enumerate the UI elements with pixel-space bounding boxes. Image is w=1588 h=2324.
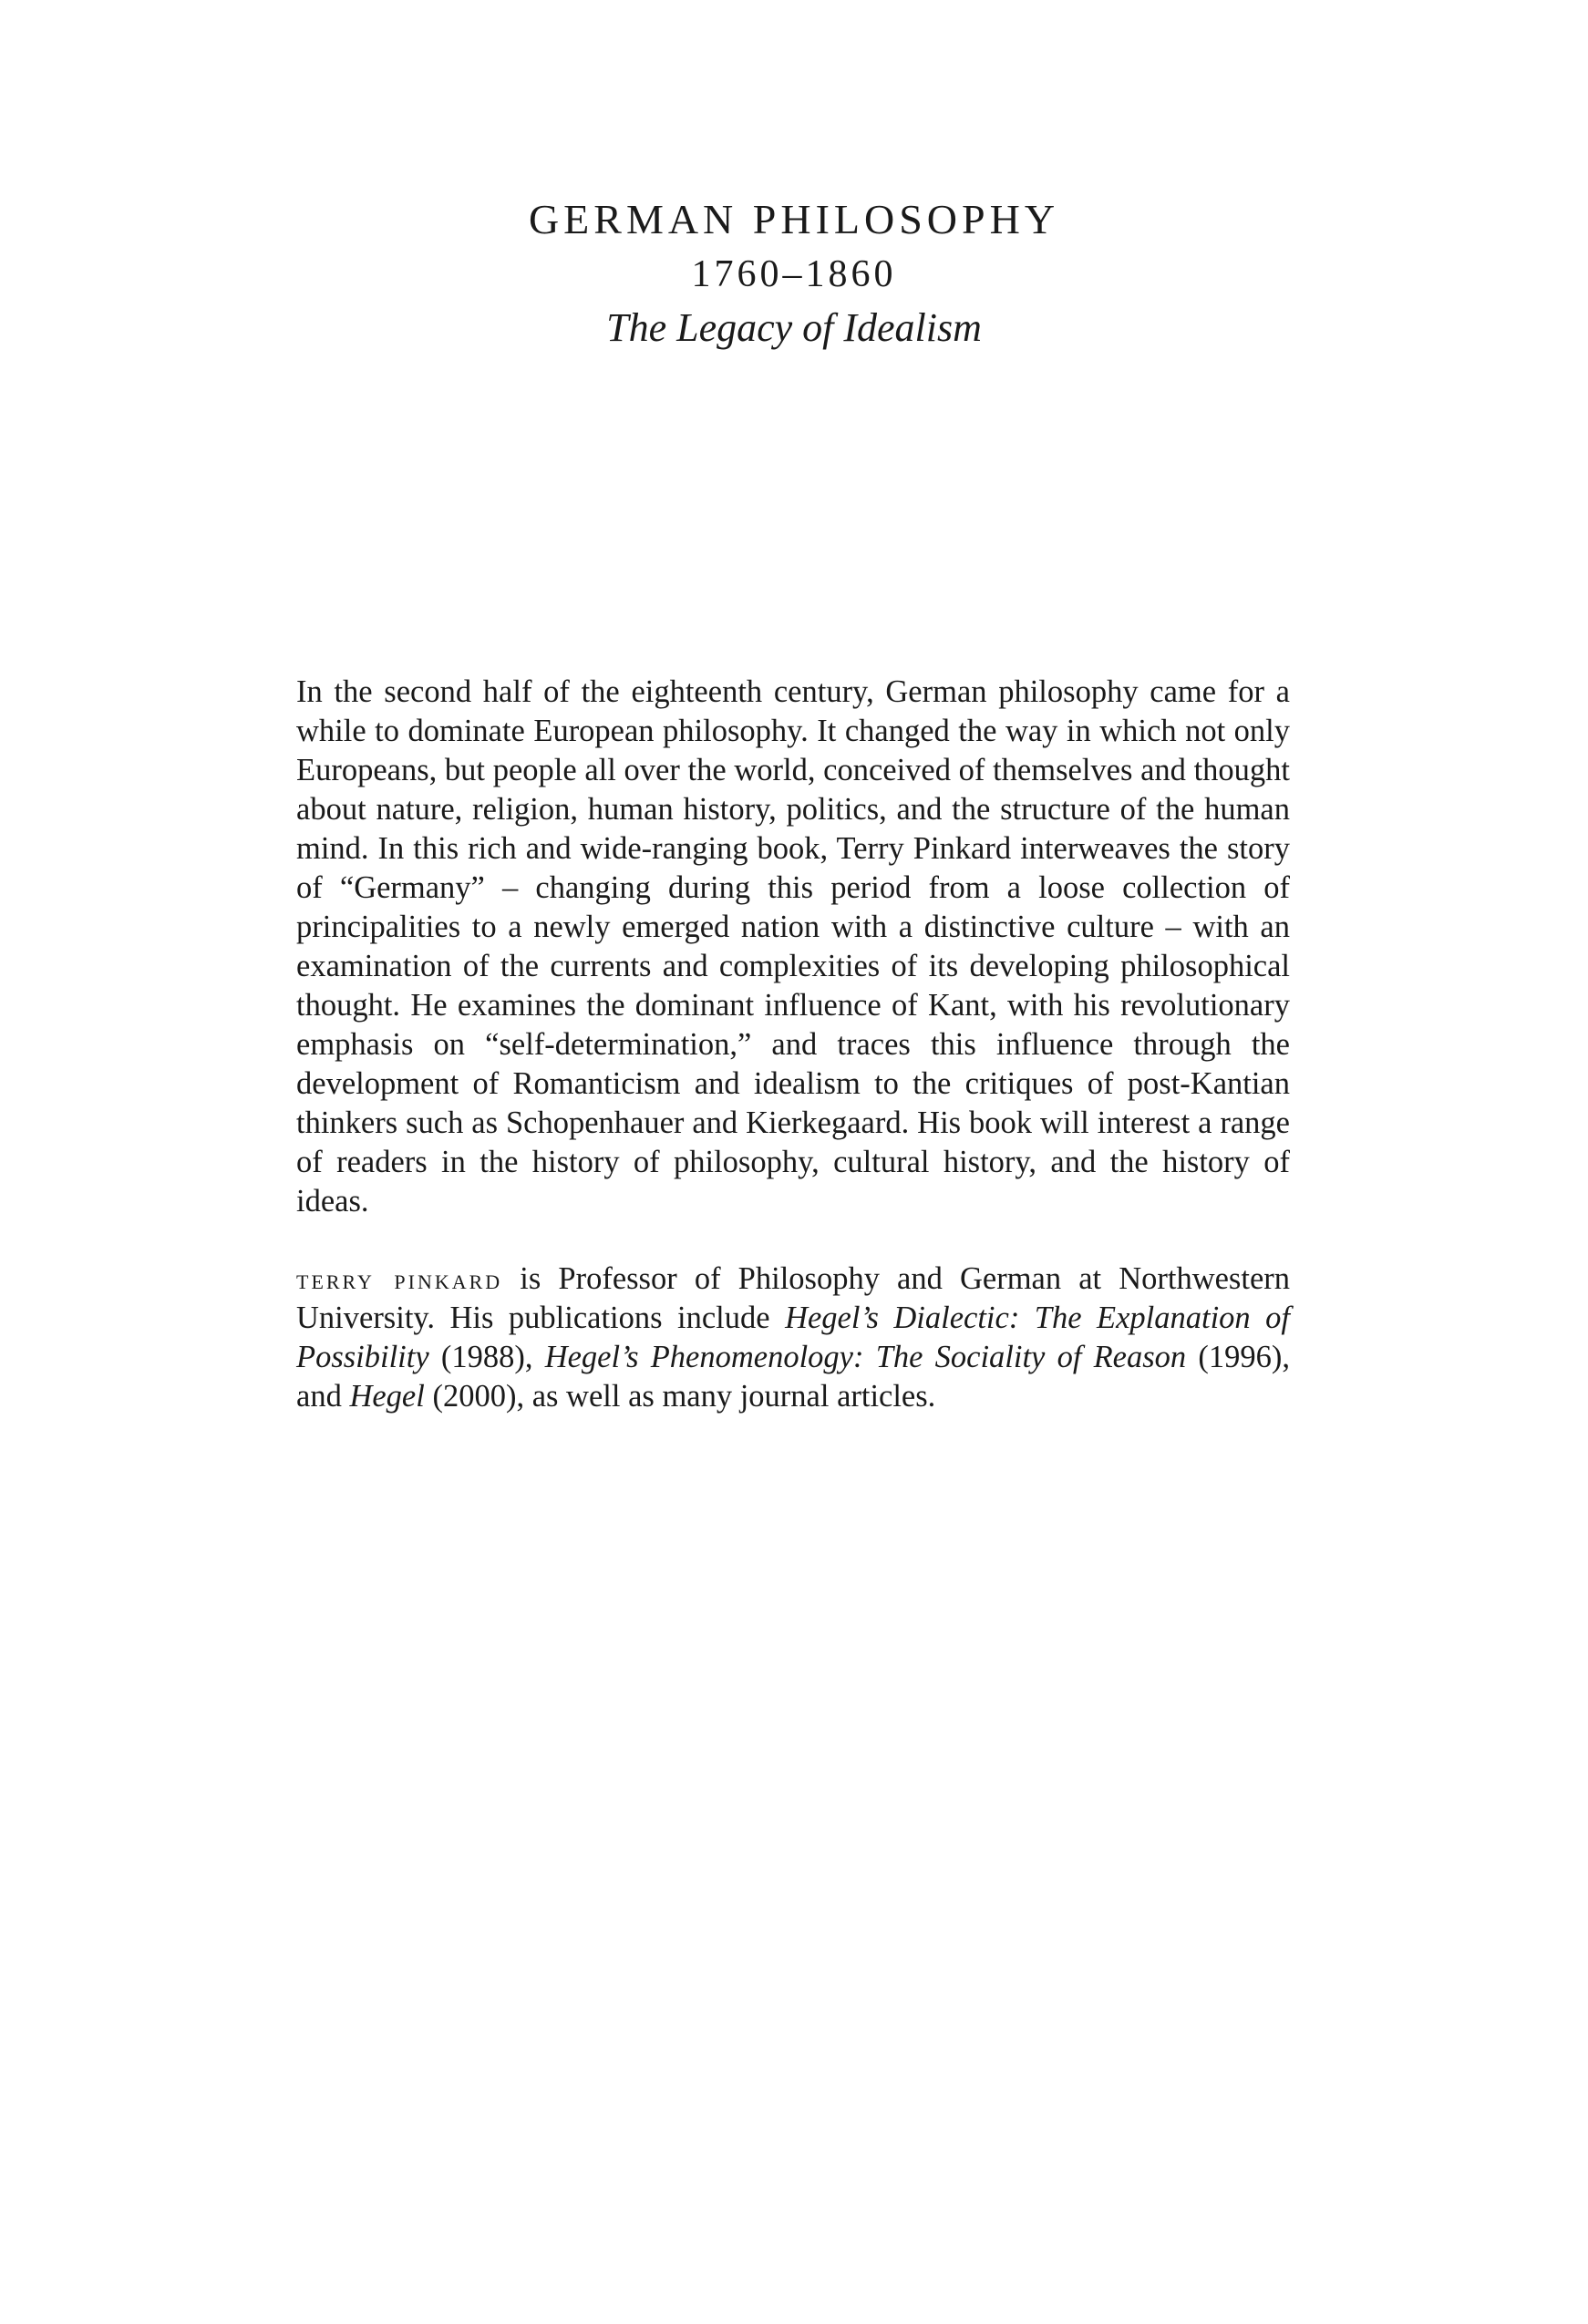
publication-title-2: Hegel’s Phenomenology: The Sociality of Reason [544, 1340, 1187, 1374]
bio-text-1: is Professor of Philosophy and German at Northwestern University. His publications include [296, 1261, 1290, 1335]
book-years: 1760–1860 [691, 253, 897, 295]
author-bio [296, 1260, 1290, 1416]
book-subtitle: The Legacy of Idealism [606, 305, 982, 350]
author-name: terry pinkard [296, 1262, 503, 1295]
title-block [0, 193, 1588, 354]
book-title: GERMAN PHILOSOPHY [528, 196, 1060, 242]
publication-year-3: (2000), as well as many journal articles. [424, 1379, 936, 1414]
publication-year-2: (1996), and [296, 1340, 1290, 1414]
body-text [296, 673, 1290, 1416]
publication-title-3: Hegel [349, 1379, 425, 1414]
publication-year-1: (1988), [428, 1340, 545, 1374]
book-description: In the second half of the eighteenth century, German philosophy came for a while to dominate European philosophy. It changed the way in which not only Europeans, but people all over the world, conceived of themselves and thought about nature, religion, human history, politics, and the structure of the human mind. In this rich and wide-ranging book, Terry Pinkard interweaves the story of “Germany” – changing during this period from a loose collection of principalities to a newly emerged nation with a distinctive culture – with an examination of the currents and complexities of its developing philosophical thought. He examines the dominant influence of Kant, with his revolutionary emphasis on “self-determination,” and traces this influence through the development of Romanticism and idealism to the critiques of post-Kantian thinkers such as Schopenhauer and Kierkegaard. His book will interest a range of readers in the history of philosophy, cultural history, and the history of ideas. [296, 674, 1290, 1219]
publication-title-1: Hegel’s Dialectic: The Explanation of Possibility [296, 1301, 1290, 1374]
